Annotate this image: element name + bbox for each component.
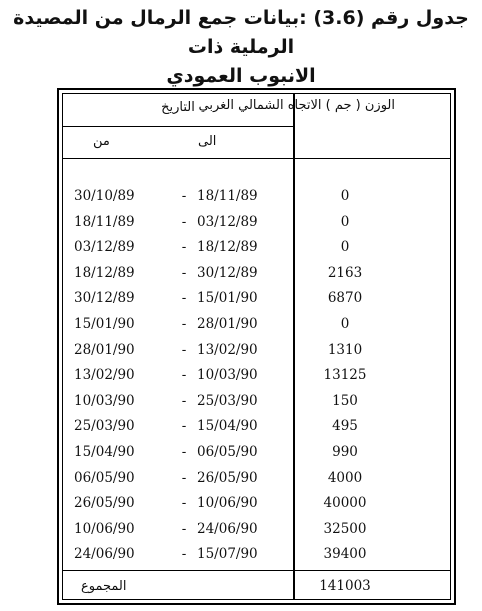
- data-table: [57, 88, 456, 605]
- range-dash: -: [181, 546, 187, 563]
- weight-cell: 2163: [327, 264, 363, 281]
- range-dash: -: [181, 520, 187, 537]
- range-dash: -: [181, 495, 187, 512]
- from-date-cell: 15/01/90: [74, 316, 135, 332]
- from-date-cell: 28/01/90: [74, 341, 135, 358]
- to-column-header: الى: [198, 134, 217, 149]
- from-date-cell: 25/03/90: [74, 418, 135, 435]
- from-date-cell: 18/12/89: [74, 264, 135, 281]
- from-date-cell: 10/06/90: [74, 520, 135, 537]
- table-row: [63, 239, 450, 265]
- weight-cell: 40000: [323, 495, 367, 512]
- weight-cell: 990: [332, 444, 358, 460]
- to-date-cell: 03/12/89: [197, 213, 258, 230]
- from-date-cell: 30/12/89: [74, 290, 135, 307]
- range-dash: -: [181, 188, 187, 204]
- table-row: [63, 521, 450, 547]
- range-dash: -: [181, 444, 187, 460]
- to-date-cell: 25/03/90: [197, 392, 258, 409]
- table-row: [63, 418, 450, 444]
- table-row: [63, 188, 450, 214]
- to-date-cell: 10/03/90: [197, 367, 258, 384]
- date-column-header: التاريخ: [161, 100, 195, 115]
- date-subheader-divider: [63, 126, 293, 127]
- to-date-cell: 28/01/90: [197, 316, 258, 332]
- weight-cell: 13125: [323, 367, 367, 384]
- to-date-cell: 06/05/90: [197, 444, 258, 460]
- to-date-cell: 15/04/90: [197, 418, 258, 435]
- range-dash: -: [181, 469, 187, 486]
- table-row: [63, 342, 450, 368]
- table-row: [63, 470, 450, 496]
- weight-column-header: الوزن ( جم ) الاتجاه الشمالي الغربي: [198, 98, 395, 113]
- table-row: [63, 316, 450, 342]
- to-date-cell: 24/06/90: [197, 520, 258, 537]
- table-row: [63, 214, 450, 240]
- from-date-cell: 10/03/90: [74, 392, 135, 409]
- weight-cell: 150: [332, 392, 358, 409]
- range-dash: -: [181, 264, 187, 281]
- weight-cell: 4000: [327, 469, 363, 486]
- weight-cell: 39400: [323, 546, 367, 563]
- caption-line-2: الانبوب العمودي: [166, 65, 316, 87]
- weight-cell: 0: [340, 188, 350, 204]
- table-row: [63, 367, 450, 393]
- table-row: [63, 265, 450, 291]
- from-date-cell: 26/05/90: [74, 495, 135, 512]
- range-dash: -: [181, 418, 187, 435]
- range-dash: -: [181, 239, 187, 256]
- from-date-cell: 03/12/89: [74, 239, 135, 256]
- weight-cell: 0: [340, 316, 350, 332]
- weight-cell: 495: [332, 418, 358, 435]
- to-date-cell: 26/05/90: [197, 469, 258, 486]
- header-bottom-divider: [63, 158, 450, 159]
- range-dash: -: [181, 392, 187, 409]
- to-date-cell: 18/12/89: [197, 239, 258, 256]
- from-date-cell: 18/11/89: [74, 213, 135, 230]
- caption-line-1: جدول رقم (3.6) :بيانات جمع الرمال من المصيدة الرملية ذات: [13, 7, 469, 58]
- to-date-cell: 30/12/89: [197, 264, 258, 281]
- weight-cell: 0: [340, 239, 350, 256]
- weight-cell: 6870: [327, 290, 363, 307]
- table-row: [63, 546, 450, 572]
- weight-cell: 1310: [327, 341, 363, 358]
- to-date-cell: 13/02/90: [197, 341, 258, 358]
- from-date-cell: 06/05/90: [74, 469, 135, 486]
- to-date-cell: 10/06/90: [197, 495, 258, 512]
- from-date-cell: 24/06/90: [74, 546, 135, 563]
- total-label: المجموع: [81, 579, 127, 594]
- table-inner-frame: [62, 93, 451, 600]
- from-date-cell: 15/04/90: [74, 444, 135, 460]
- table-row: [63, 290, 450, 316]
- range-dash: -: [181, 290, 187, 307]
- table-row: [63, 393, 450, 419]
- to-date-cell: 15/07/90: [197, 546, 258, 563]
- table-row: [63, 495, 450, 521]
- weight-cell: 32500: [323, 520, 367, 537]
- weight-cell: 0: [340, 213, 350, 230]
- total-value: 141003: [319, 578, 371, 594]
- range-dash: -: [181, 367, 187, 384]
- from-date-cell: 13/02/90: [74, 367, 135, 384]
- to-date-cell: 18/11/89: [197, 188, 258, 204]
- range-dash: -: [181, 316, 187, 332]
- from-column-header: من: [93, 134, 110, 149]
- table-caption: [10, 4, 472, 91]
- table-row: [63, 444, 450, 470]
- to-date-cell: 15/01/90: [197, 290, 258, 307]
- range-dash: -: [181, 341, 187, 358]
- range-dash: -: [181, 213, 187, 230]
- from-date-cell: 30/10/89: [74, 188, 135, 204]
